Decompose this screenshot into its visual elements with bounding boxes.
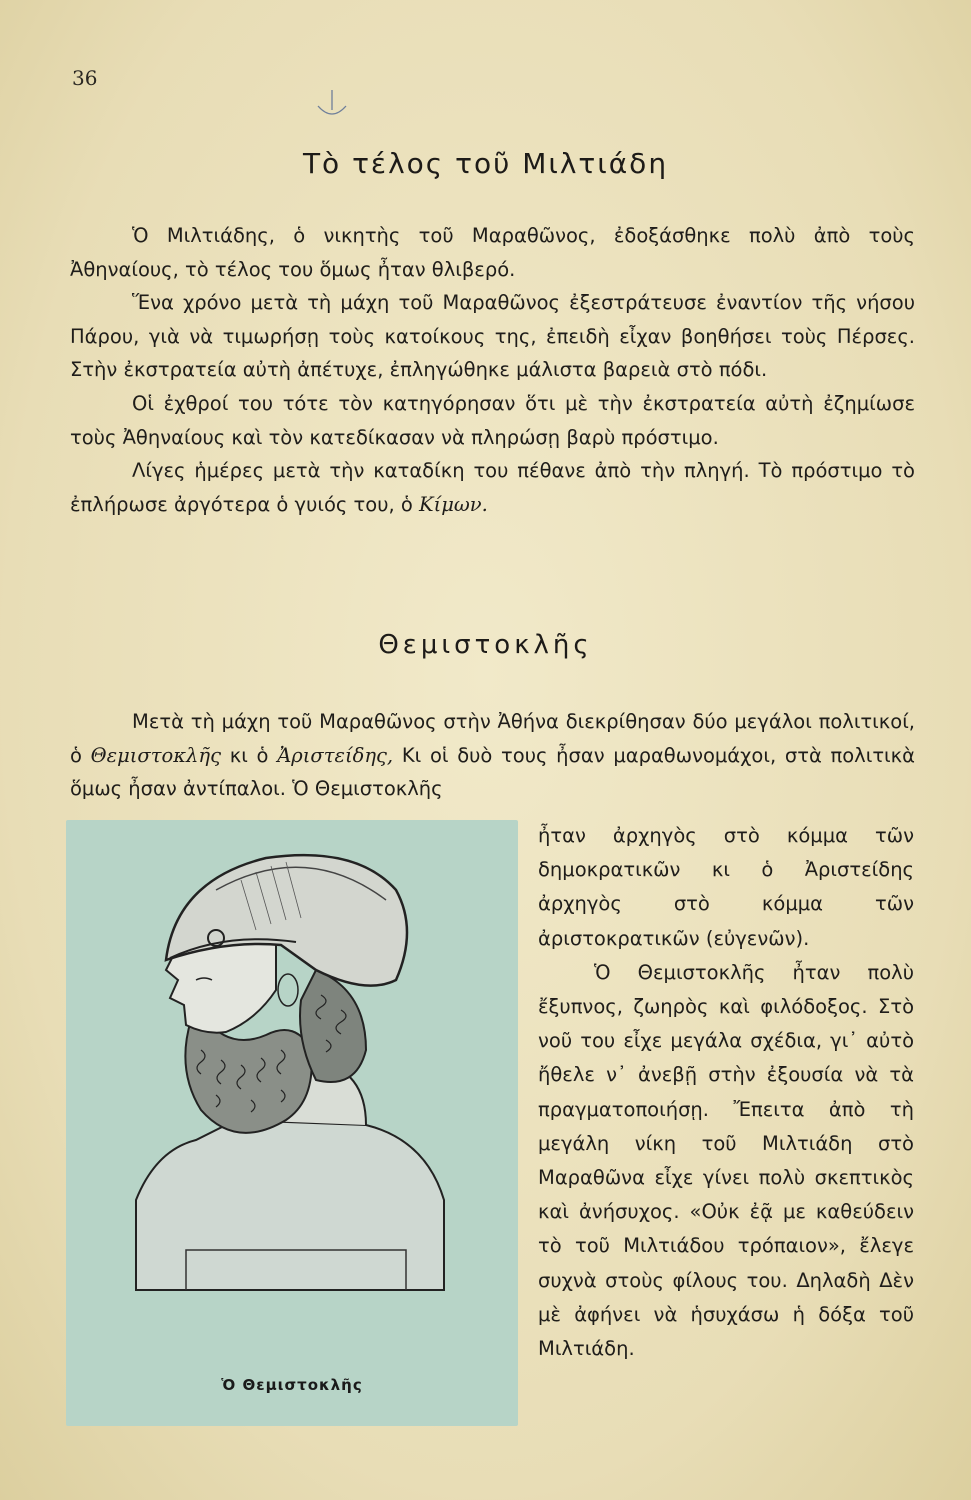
section-title-themistocles: Θεμιστοκλῆς (378, 630, 593, 660)
figure-caption: Ὁ Θεμιστοκλῆς (221, 1376, 363, 1394)
paragraph: Ὁ Θεμιστοκλῆς ἦταν πολὺ ἔξυπνος, ζωηρὸς καὶ φιλόδοξος. Στὸ νοῦ του εἶχε μεγάλα σχέδια, γι᾿ αὐτὸ ἤθελε ν᾿ ἀνεβῇ στὴν ἐξουσία νὰ τὰ πραγματοποιήσῃ. Ἔπειτα ἀπὸ τὴ μεγάλη νίκη τοῦ Μιλτιάδη στὸ Μαραθῶνα εἶχε γίνει πολὺ σκεπτικὸς καὶ ἀνήσυχος. «Οὐκ ἐᾷ με καθεύδειν τὸ τοῦ Μιλτιάδου τρόπαιον», ἔλεγε συχνὰ στοὺς φίλους του. Δηλαδὴ Δὲν μὲ ἀφήνει νὰ ἡσυχάσω ἡ δόξα τοῦ Μιλτιάδη. (538, 960, 914, 1361)
paragraph: Ὁ Μιλτιάδης, ὁ νικητὴς τοῦ Μαραθῶνος, ἐδοξάσθηκε πολὺ ἀπὸ τοὺς Ἀθηναίους, τὸ τέλος του ὅμως ἦταν θλιβερό. (70, 224, 915, 281)
paragraph (70, 454, 915, 521)
paragraph-text: Λίγες ἡμέρες μετὰ τὴν καταδίκη του πέθανε ἀπὸ τὴν πληγή. Τὸ πρόστιμο τὸ ἐπλήρωσε ἀργότερα ὁ γυιός του, ὁ (70, 459, 915, 516)
page-number: 36 (72, 66, 98, 90)
paragraph-text: κι ὁ (229, 743, 269, 767)
name-aristides: Ἀριστείδης, (277, 743, 394, 767)
paragraph: ἦταν ἀρχηγὸς στὸ κόμμα τῶν δημοκρατικῶν κι ὁ Ἀριστείδης ἀρχηγὸς στὸ κόμμα τῶν ἀριστοκρατικῶν (εὐγενῶν). (538, 824, 914, 950)
section-themistocles-intro (70, 705, 915, 806)
themistocles-bust-figure (66, 820, 518, 1426)
paragraph: Οἱ ἐχθροί του τότε τὸν κατηγόρησαν ὅτι μὲ τὴν ἐκστρατεία αὐτὴ ἐζημίωσε τοὺς Ἀθηναίους καὶ τὸν κατεδίκασαν νὰ πληρώσῃ βαρὺ πρόστιμο. (70, 391, 915, 449)
name-kimon: Κίμων. (419, 492, 488, 516)
bust-illustration (66, 820, 518, 1426)
pencil-annotation-mark (310, 88, 360, 128)
name-themistocles: Θεμιστοκλῆς (90, 743, 222, 767)
paragraph-text: Μετὰ τὴ μάχη τοῦ Μαραθῶνος στὴν Ἀθήνα διεκρίθησαν δύο μεγάλοι πολιτικοί, ὁ (70, 710, 915, 767)
themistocles-side-column (538, 819, 914, 1366)
paragraph-text: Κι οἱ δυὸ τους ἦσαν μαραθωνομάχοι, στὰ πολιτικὰ ὅμως ἦσαν ἀντίπαλοι. Ὁ Θεμιστοκλῆς (70, 743, 916, 801)
section-title-miltiades: Τὸ τέλος τοῦ Μιλτιάδη (302, 147, 669, 180)
paragraph: Ἕνα χρόνο μετὰ τὴ μάχη τοῦ Μαραθῶνος ἐξεστράτευσε ἐναντίον τῆς νήσου Πάρου, γιὰ νὰ τιμωρήσῃ τοὺς κατοίκους της, ἐπειδὴ εἶχαν βοηθήσει τοὺς Πέρσες. Στὴν ἐκστρατεία αὐτὴ ἀπέτυχε, ἐπληγώθηκε μάλιστα βαρειὰ στὸ πόδι. (70, 291, 915, 382)
paragraph (70, 705, 915, 806)
section-miltiades-body (70, 219, 915, 521)
